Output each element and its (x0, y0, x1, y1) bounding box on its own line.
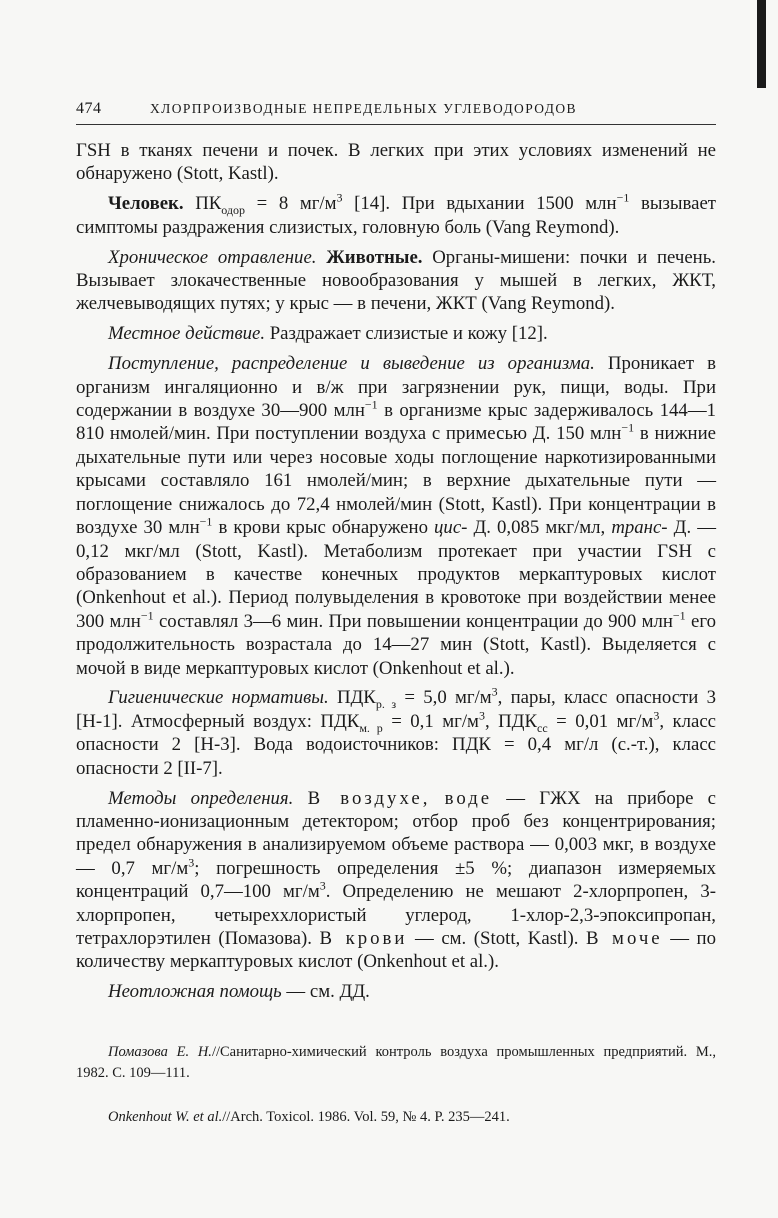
article-body (76, 139, 716, 1004)
page-edge-shadow (757, 0, 766, 88)
paragraph-methods: Методы определения. В воздухе, воде — ГЖХ на приборе с пламенно-ионизационным детектором; отбор проб без концентрирования; предел обнаружения в анализируемом объеме раствора — 0,003 мкг, в воздухе — 0,7 $мг/м^3$; погрешность определения ±5 %; диапазон измеряемых концентраций 0,7—100 $мг/м^3$. Определению не мешают 2-хлорпропен, 3-хлорпропен, четыреххлористый углерод, 1-хлор-2,3-эпоксипропан, тетрахлорэтилен (Помазова). В крови — см. (Stott, Kastl). В моче — по количеству меркаптуровых кислот (Onkenhout et al.). (76, 787, 716, 973)
paragraph-continuation: ГSH в тканях печени и почек. В легких при этих условиях изменений не обнаружено (Stott, Kastl). (76, 140, 716, 185)
reference-item: Onkenhout W. et al.//Arch. Toxicol. 1986. Vol. 59, № 4. P. 235—241. (108, 1109, 510, 1125)
running-head: ХЛОРПРОИЗВОДНЫЕ НЕПРЕДЕЛЬНЫХ УГЛЕВОДОРОДОВ (150, 101, 577, 116)
paragraph-local-action: Местное действие. Раздражает слизистые и кожу [12]. (108, 323, 548, 345)
paragraph-distribution: Поступление, распределение и выведение из организма. Проникает в организм ингаляционно и в/ж при загрязнении рук, пищи, воды. При содержании в воздухе 30—900 млн$^{-1}$ в организме крыс задерживалось 144—1 810 нмолей/мин. При поступлении воздуха с примесью Д. 150 млн$^{-1}$ в нижние дыхательные пути или через носовые ходы поглощение наркотизированными крысами составляло 161 нмолей/мин; в верхние дыхательные пути — поглощение снижалось до 72,4 нмолей/мин (Stott, Kastl). При концентрации в воздухе 30 млн$^{-1}$ в крови крыс обнаружено цис- Д. 0,085 мкг/мл, транс- Д. — 0,12 мкг/мл (Stott, Kastl). Метаболизм протекает при участии ГSH с образованием в качестве конечных продуктов меркаптуровых кислот (Onkenhout et al.). Период полувыделения в кровотоке при воздействии менее 300 млн$^{-1}$ составлял 3—6 мин. При повышении концентрации до 900 млн$^{-1}$ его продолжительность возрастала до 14—27 мин (Stott, Kastl). Выделяется с мочой в виде меркаптуровых кислот (Onkenhout et al.). (76, 353, 716, 679)
paragraph-first-aid: Неотложная помощь — см. ДД. (108, 981, 370, 1003)
paragraph-hygiene-norms: Гигиенические нормативы. $ПДК_{р. з} = 5,0$ $мг/м^3$, пары, класс опасности 3 [Н-1]. Атмосферный воздух: $ПДК_{м. р} = 0,1$ $мг/м^3$, $ПДК_{сс} = 0,01$ $мг/м^3$, класс опасности 2 [Н-3]. Вода водоисточников: ПДК = 0,4 мг/л (с.-т.), класс опасности 2 [II-7]. (76, 685, 716, 779)
page-header (76, 100, 716, 126)
paragraph-chronic-poisoning: Хроническое отравление. Животные. Органы-мишени: почки и печень. Вызывает злокачественные новообразования у мышей в легких, ЖКТ, желчевыводящих путях; у крыс — в печени, ЖКТ (Vang Reymond). (76, 246, 716, 315)
references (76, 1042, 716, 1151)
header-rule (76, 124, 716, 125)
page-number: 474 (76, 100, 102, 117)
paragraph-human: Человек. $ПК_{одор} = 8$ $мг/м^3$ [14]. При вдыхании 1500 млн$^{-1}$ вызывает симптомы раздражения слизистых, головную боль (Vang Reymond). (76, 191, 716, 238)
reference-item: Помазова Е. Н.//Санитарно-химический контроль воздуха промышленных предприятий. М., 1982. С. 109—111. (76, 1044, 716, 1081)
